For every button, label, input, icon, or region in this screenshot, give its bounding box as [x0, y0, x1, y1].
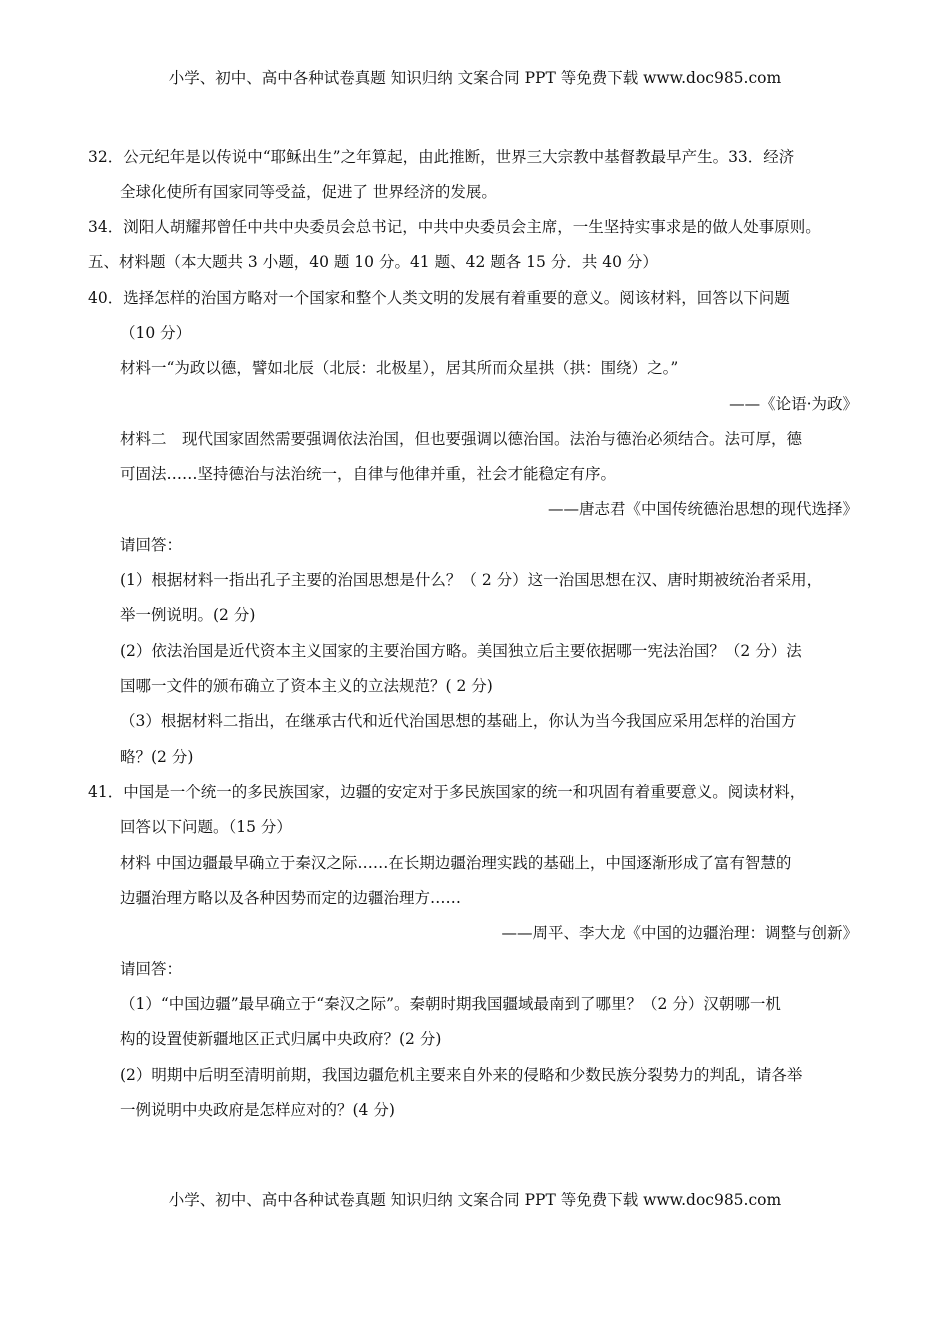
question-34: 34．浏阳人胡耀邦曾任中共中央委员会总书记，中共中央委员会主席，一生坚持实事求是的做人处事原则。	[88, 218, 821, 236]
question-40-line-2: （10 分）	[120, 324, 192, 342]
question-40-part-2-line-1: (2）依法治国是近代资本主义国家的主要治国方略。美国独立后主要依据哪一宪法治国？（2 分）法	[120, 642, 802, 660]
question-40-line-1: 40．选择怎样的治国方略对一个国家和整个人类文明的发展有着重要的意义。阅该材料，回答以下问题	[88, 289, 790, 307]
section-5-heading: 五、材料题（本大题共 3 小题，40 题 10 分。41 题、42 题各 15 分．共 40 分）	[88, 253, 658, 271]
question-41-part-2-line-1: (2）明期中后明至清明前期，我国边疆危机主要来自外来的侵略和少数民族分裂势力的判乱，请各举	[120, 1066, 803, 1084]
material-1-text: 材料一“为政以德，譬如北辰（北辰：北极星），居其所而众星拱（拱：围绕）之。”	[120, 359, 679, 377]
page-footer: 小学、初中、高中各种试卷真题 知识归纳 文案合同 PPT 等免费下载 www.doc985.com	[168, 1191, 782, 1209]
material-2-source: ——唐志君《中国传统德治思想的现代选择》	[547, 500, 858, 518]
question-41-line-1: 41．中国是一个统一的多民族国家，边疆的安定对于多民族国家的统一和巩固有着重要意义。阅读材料，	[88, 783, 806, 801]
material-1-source: ——《论语·为政》	[729, 395, 858, 413]
question-41-material-line-1: 材料 中国边疆最早确立于秦汉之际……在长期边疆治理实践的基础上，中国逐渐形成了富有智慧的	[120, 854, 792, 872]
question-32-line-1: 32．公元纪年是以传说中“耶稣出生”之年算起，由此推断，世界三大宗教中基督教最早产生。33．经济	[88, 148, 795, 166]
material-2-line-2: 可固法……坚持德治与法治统一，自律与他律并重，社会才能稳定有序。	[120, 465, 617, 483]
question-40-part-3-line-1: （3）根据材料二指出，在继承古代和近代治国思想的基础上，你认为当今我国应采用怎样的治国方	[120, 712, 797, 730]
question-41-part-2-line-2: 一例说明中央政府是怎样应对的？(4 分)	[120, 1101, 395, 1119]
question-41-ask: 请回答：	[120, 960, 183, 978]
question-40-part-3-line-2: 略？(2 分)	[120, 748, 194, 766]
question-41-part-1-line-2: 构的设置使新疆地区正式归属中央政府？(2 分)	[120, 1030, 442, 1048]
page-header: 小学、初中、高中各种试卷真题 知识归纳 文案合同 PPT 等免费下载 www.doc985.com	[168, 69, 782, 87]
question-41-material-source: ——周平、李大龙《中国的边疆治理：调整与创新》	[501, 924, 858, 942]
material-2-line-1: 材料二 现代国家固然需要强调依法治国，但也要强调以德治国。法治与德治必须结合。法可厚，德	[120, 430, 803, 448]
question-41-line-2: 回答以下问题。（15 分）	[120, 818, 292, 836]
question-40-part-1-line-2: 举一例说明。(2 分)	[120, 606, 256, 624]
question-40-ask: 请回答：	[120, 536, 183, 554]
question-41-part-1-line-1: （1）“中国边疆”最早确立于“秦汉之际”。秦朝时期我国疆域最南到了哪里？（2 分）汉朝哪一机	[120, 995, 781, 1013]
question-40-part-1-line-1: (1）根据材料一指出孔子主要的治国思想是什么？（ 2 分）这一治国思想在汉、唐时期被统治者采用，	[120, 571, 823, 589]
question-32-line-2: 全球化使所有国家同等受益，促进了 世界经济的发展。	[120, 183, 497, 201]
question-40-part-2-line-2: 国哪一文件的颁布确立了资本主义的立法规范？( 2 分)	[120, 677, 493, 695]
question-41-material-line-2: 边疆治理方略以及各种因势而定的边疆治理方……	[120, 889, 462, 907]
